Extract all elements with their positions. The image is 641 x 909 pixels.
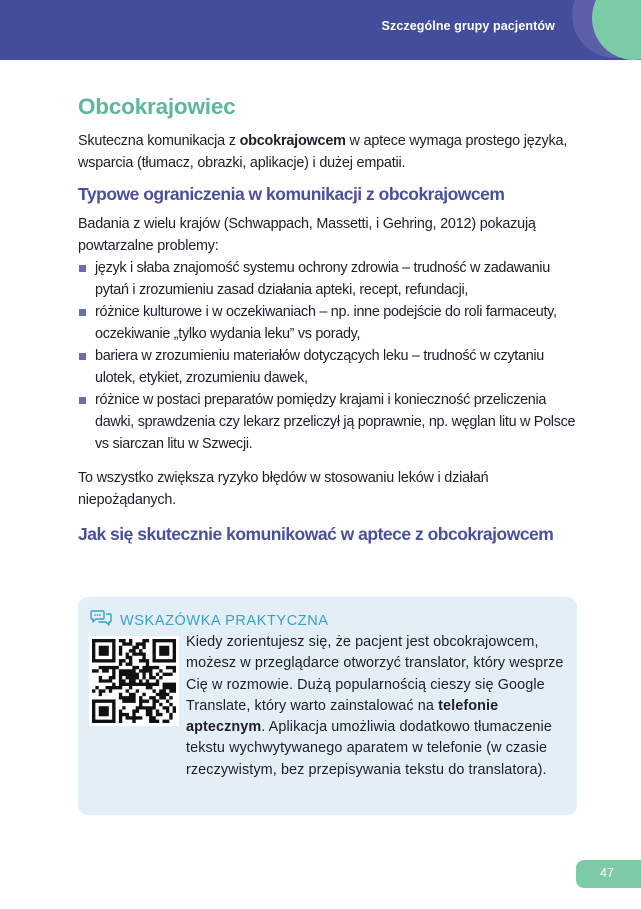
- limitations-lead: Badania z wielu krajów (Schwappach, Massetti, i Gehring, 2012) pokazują powtarzalne problemy:: [78, 216, 536, 254]
- page-number: 47: [600, 866, 614, 880]
- tip-text: [186, 632, 566, 781]
- limitations-outro: To wszystko zwiększa ryzyko błędów w stosowaniu leków i działań niepożądanych.: [78, 470, 489, 508]
- tip-header: [90, 609, 329, 632]
- speech-bubbles-icon: [90, 609, 112, 632]
- page-header: [0, 0, 641, 60]
- list-item: [78, 389, 578, 455]
- list-item: [78, 301, 578, 345]
- list-item-text: różnice kulturowe i w oczekiwaniach – np. inne podejście do roli farmaceuty, oczekiwanie „tylko wydania leku” vs porady,: [95, 304, 557, 342]
- bullet-square-icon: [79, 309, 86, 316]
- section-intro: [78, 130, 578, 174]
- tip-title: WSKAZÓWKA PRAKTYCZNA: [120, 612, 329, 629]
- list-item-text: bariera w zrozumieniu materiałów dotyczących leku – trudność w czytaniu ulotek, etykiet, zrozumieniu dawek,: [95, 348, 544, 386]
- bullet-square-icon: [79, 397, 86, 404]
- qr-code-icon[interactable]: [89, 636, 179, 726]
- practical-tip-box: [78, 597, 577, 815]
- main-content: [78, 92, 578, 546]
- subsection-title-limitations: Typowe ograniczenia w komunikacji z obcokrajowcem: [78, 184, 505, 204]
- list-item-text: różnice w postaci preparatów pomiędzy krajami i konieczność przeliczenia dawki, sprawdzenia czy lekarz przeliczył ją poprawnie, np. węglan litu w Polsce vs siarczan litu w Szwecji.: [95, 392, 576, 452]
- page-number-tab: [576, 860, 641, 888]
- intro-text-start: Skuteczna komunikacja z: [78, 133, 240, 149]
- intro-bold-term: obcokrajowcem: [239, 133, 346, 149]
- list-item-text: język i słaba znajomość systemu ochrony zdrowia – trudność w zadawaniu pytań i zrozumieniu zasad działania apteki, recept, refundacji,: [95, 260, 550, 298]
- header-title: Szczególne grupy pacjentów: [381, 19, 555, 33]
- limitations-list: [78, 257, 578, 455]
- list-item: [78, 257, 578, 301]
- section-title: Obcokrajowiec: [78, 94, 236, 119]
- tip-bold-term: telefonie aptecznym: [186, 697, 499, 736]
- intro-text-end: w aptece wymaga prostego języka, wsparcia (tłumacz, obrazki, aplikacje) i dużej empatii.: [78, 133, 568, 171]
- bullet-square-icon: [79, 353, 86, 360]
- bullet-square-icon: [79, 265, 86, 272]
- tip-text-start: Kiedy zorientujesz się, że pacjent jest obcokrajowcem, możesz w przeglądarce otworzyć translator, który wesprze Cię w rozmowie. Dużą popularnością cieszy się Google Translate, który warto zainstalować na: [186, 634, 564, 714]
- subsection-title-communication: Jak się skutecznie komunikować w aptece z obcokrajowcem: [78, 524, 554, 544]
- list-item: [78, 345, 578, 389]
- tip-text-end: . Aplikacja umożliwia dodatkowo tłumaczenie tekstu wychwytywanego aparatem w telefonie (w czasie rzeczywistym, bez przepisywania tekstu do translatora).: [186, 719, 552, 778]
